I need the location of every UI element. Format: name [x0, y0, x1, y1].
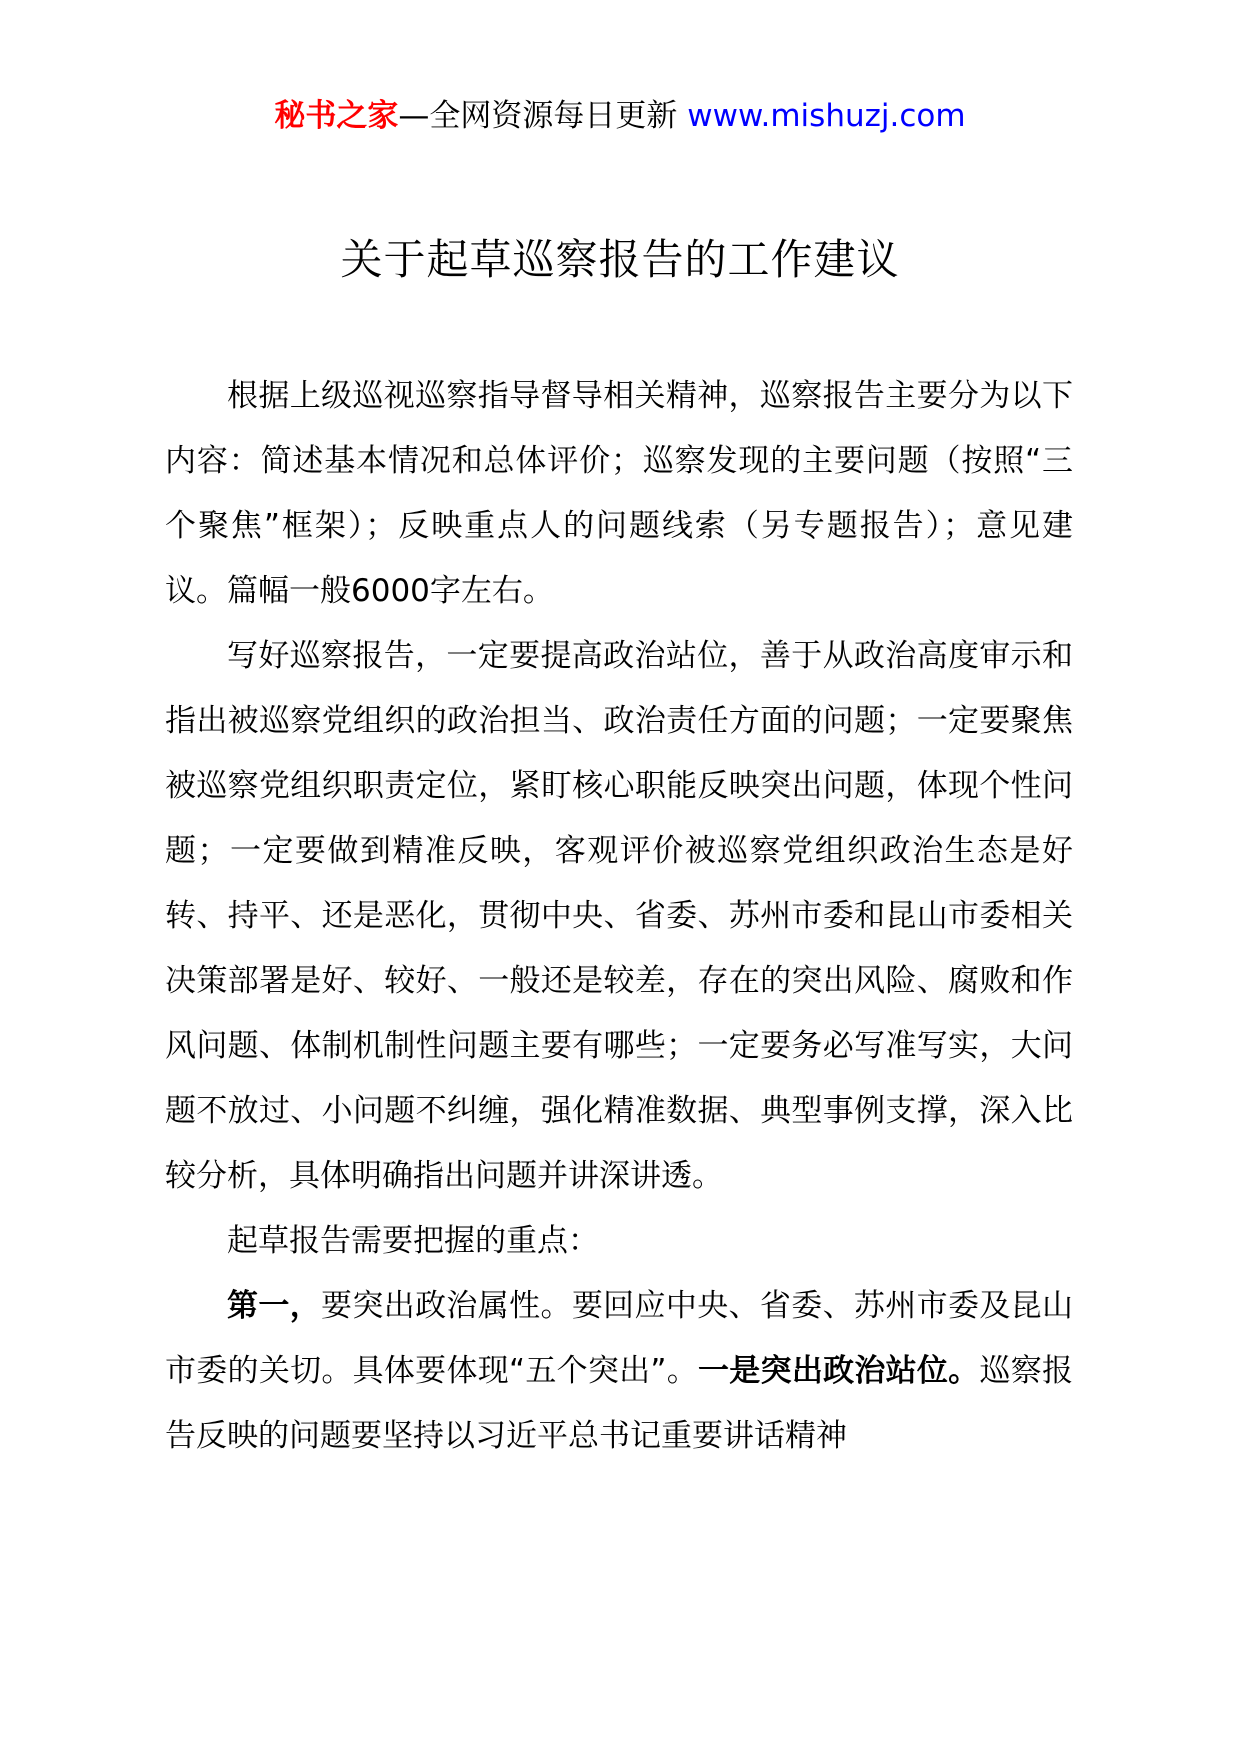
- document-title: 关于起草巡察报告的工作建议: [340, 235, 900, 284]
- paragraph-first-point: [165, 1274, 1073, 1469]
- site-url-link[interactable]: www.mishuzj.com: [687, 98, 966, 134]
- paragraph-intro: 根据上级巡视巡察指导督导相关精神，巡察报告主要分为以下内容：简述基本情况和总体评价；巡察发现的主要问题（按照“三个聚焦”框架）；反映重点人的问题线索（另专题报告）；意见建议。篇幅一般6000字左右。: [165, 378, 1073, 609]
- site-header: [0, 96, 1240, 136]
- sub-point-label: 一是突出政治站位。: [698, 1353, 980, 1389]
- paragraph-key-points-heading: 起草报告需要把握的重点：: [227, 1223, 599, 1259]
- brand-name: 秘书之家: [274, 98, 399, 134]
- document-body: [165, 364, 1073, 1469]
- header-tagline: —全网资源每日更新: [398, 98, 678, 134]
- paragraph-writing-requirements: 写好巡察报告，一定要提高政治站位，善于从政治高度审示和指出被巡察党组织的政治担当、政治责任方面的问题；一定要聚焦被巡察党组织职责定位，紧盯核心职能反映突出问题，体现个性问题；一定要做到精准反映，客观评价被巡察党组织政治生态是好转、持平、还是恶化，贯彻中央、省委、苏州市委和昆山市委相关决策部署是好、较好、一般还是较差，存在的突出风险、腐败和作风问题、体制机制性问题主要有哪些；一定要务必写准写实，大问题不放过、小问题不纠缠，强化精准数据、典型事例支撑，深入比较分析，具体明确指出问题并讲深讲透。: [165, 638, 1073, 1194]
- sub-point-text: 巡察报告反映的问题要坚持以习近平总书记重要讲话精神: [165, 1353, 1074, 1454]
- first-point-label: 第一，: [227, 1288, 322, 1324]
- first-point-text: 要突出政治属性。要回应中央、省委、苏州市委及昆山市委的关切。具体要体现“五个突出”。: [165, 1288, 1074, 1389]
